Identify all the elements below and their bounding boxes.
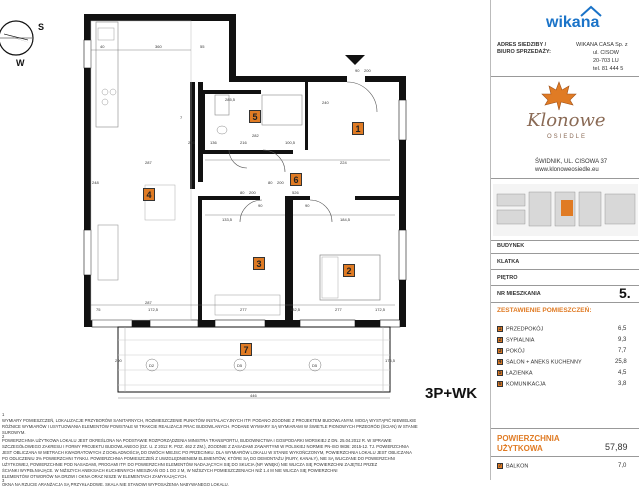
room-number-badge: 7	[498, 463, 502, 469]
dim-label: 248	[92, 180, 99, 185]
dim-label: 133,5	[222, 217, 233, 222]
room-badge-7: 7	[240, 343, 252, 356]
info-panel	[490, 0, 639, 480]
dim-label: 75	[96, 307, 101, 312]
dim-label: 216	[240, 140, 247, 145]
dim-label: 90	[258, 203, 263, 208]
room-area: 9,3	[618, 337, 627, 343]
field-label-apartment-number: NR MIESZKANIA	[497, 291, 541, 297]
compass-west-letter: W	[16, 58, 25, 68]
estate-subtitle: OSIEDLE	[547, 134, 588, 140]
dim-label: 184,5	[340, 217, 351, 222]
door-label: 90	[355, 68, 360, 73]
dim-label: 446	[250, 393, 257, 398]
field-value-apartment-number: 5.	[619, 285, 631, 301]
address-line: WIKANA CASA Sp. z	[576, 42, 628, 48]
room-row	[497, 370, 533, 376]
window-label: D5	[312, 363, 318, 368]
door-label: 200	[364, 68, 371, 73]
room-name: KOMUNIKACJA	[506, 381, 546, 388]
window-label: D5	[237, 363, 243, 368]
usable-area-label: UŻYTKOWA	[497, 444, 543, 453]
door-label: 80	[240, 190, 245, 195]
door-label: 200	[249, 190, 256, 195]
divider	[491, 76, 639, 77]
room-number-badge: 4	[498, 359, 502, 365]
divider	[491, 269, 639, 270]
room-number-badge: 5	[498, 370, 502, 376]
divider	[491, 178, 639, 179]
room-badge-4: 4	[143, 188, 155, 201]
note-line: WYMIARY POMIESZCZEŃ, LOKALIZACJE PRZYBORÓW SANITARNYCH, ROZMIESZCZENIE PUNKTÓW INSTALACYJNYCH ITP. PODANO ZGODNIE Z PROJEKTEM BUDOWLANYM. MOGĄ WYSTĄPIĆ NIEWIELKIE	[2, 418, 417, 423]
rooms-title: ZESTAWIENIE POMIESZCZEŃ:	[497, 307, 592, 314]
room-name: PRZEDPOKÓJ	[506, 326, 544, 333]
dim-label: 90	[305, 203, 310, 208]
dim-label: 172,5	[148, 307, 159, 312]
room-number-badge: 1	[498, 326, 502, 332]
door-label: 200	[277, 180, 284, 185]
dim-label: 136	[210, 140, 217, 145]
dim-label: 200	[115, 358, 122, 363]
divider	[491, 302, 639, 303]
room-name: POKÓJ	[506, 348, 525, 355]
apartment-type-label: 3P+WK	[425, 385, 478, 402]
maple-leaf-icon	[539, 80, 579, 112]
divider	[491, 428, 639, 429]
dim-label: 7	[180, 115, 183, 120]
room-row	[497, 326, 543, 332]
field-label-floor: PIĘTRO	[497, 275, 518, 281]
note-line: OKNA NA RZUCIE ARANŻACJA SĄ PRZYKŁADOWE. SKALA NIE STANOWI WYPOSAŻENIA NABYWANEGO LOKALU.	[2, 482, 229, 487]
dim-label: 182,5	[290, 307, 301, 312]
note-line: ŚCIANKI WYPEŁNIAJĄCE. W NIŻSZYCH ANEKSACH KUCHENNYCH MIESZKAŃ OD 1 DO 2 M, W NIŻSZYCH POMIESZCZENIACH NIŻ 1.4 M NIE WLICZA SIĘ POWIERZCHNI	[2, 468, 338, 473]
estate-name: Klonowe	[527, 110, 606, 131]
note-line: JEST OBLICZANA W METRACH KWADRATOWYCH Z DOKŁADNOŚCIĄ DO DWÓCH MIEJSC PO PRZECINKU. DLA WYMIARÓW LOKALU W STANIE WYKOŃCZONYM, POWIERZCHNIA LOKALU JEST OBLICZANA	[2, 450, 412, 455]
estate-url: www.klonoweosiedle.eu	[535, 167, 599, 173]
room-area: 25,8	[615, 359, 627, 365]
dim-label: 277	[240, 307, 247, 312]
dim-label: 40	[100, 44, 105, 49]
window-label: D2	[149, 363, 155, 368]
dim-label: 176,5	[385, 358, 396, 363]
address-line: ul. CISOW	[593, 50, 619, 56]
site-plan-thumbnail	[493, 184, 638, 236]
dim-label: 526	[292, 190, 299, 195]
room-badge-3: 3	[253, 257, 265, 270]
field-label-stairwell: KLATKA	[497, 259, 520, 265]
usable-area-value: 57,89	[605, 442, 628, 452]
note-line: SUROWYM.	[2, 430, 26, 435]
room-name: SALON + ANEKS KUCHENNY	[506, 359, 582, 366]
dim-label: 285,5	[225, 97, 236, 102]
field-label-building: BUDYNEK	[497, 243, 525, 249]
dim-label: 224	[340, 160, 347, 165]
divider	[491, 253, 639, 254]
note-line: PO ODLICZENIU 3% POWIERZCHNI TYNKU. POWIERZCHNIA POMIESZCZEŃ Z UWZGLĘDNIENIEM ELEMENTÓW, KTÓRE SĄ DO DEMONTAŻU (RURY, KANAŁY), NIE SĄ WLICZANE DO POWIERZCHNI	[2, 456, 395, 461]
address-label: ADRES SIEDZIBY /	[497, 42, 547, 48]
balcony-area: 7,0	[618, 463, 627, 469]
usable-area-label: POWIERZCHNIA	[497, 434, 560, 443]
dim-label: 287	[145, 300, 152, 305]
dim-label: 55	[200, 44, 205, 49]
dim-label: 282	[252, 133, 259, 138]
dim-label: 172,5	[375, 307, 386, 312]
brand-name: wikana	[546, 14, 600, 31]
room-number-badge: 6	[498, 381, 502, 387]
room-name: SYPIALNIA	[506, 337, 535, 344]
note-line: 2	[2, 434, 5, 439]
dim-label: 203	[188, 140, 195, 145]
note-line: UŻYTKOWEJ, POWIERZCHNIE POD NASADAMI, PROGAMI ITP. DO POWIERZCHNI ELEMENTÓW NADAJĄCYCH SIĘ DO SKUCIA (NP. WNĘKI) NIE WLICZA SIĘ POWIERZCHNI ZAJĘTEJ PRZEZ	[2, 462, 378, 467]
dim-label: 277	[335, 307, 342, 312]
dim-label: 100,5	[285, 140, 296, 145]
compass-south-letter: S	[38, 22, 45, 32]
note-line: 3	[2, 478, 5, 483]
room-row	[497, 348, 525, 354]
room-badge-2: 2	[343, 264, 355, 277]
room-area: 4,5	[618, 370, 627, 376]
note-line: 1	[2, 412, 5, 417]
room-row	[497, 381, 546, 387]
dim-label: 240	[322, 100, 329, 105]
address-line: tel. 81 444 5	[593, 66, 624, 72]
address-label: BIURO SPRZEDAŻY:	[497, 49, 551, 55]
room-badge-1: 1	[352, 122, 364, 135]
room-badge-6: 6	[290, 173, 302, 186]
note-line: ELEMENTÓW OTWORÓW NA DRZWI I OKNA ORAZ NISZE W ELEMENTACH ZAMYKAJĄCYCH.	[2, 474, 188, 479]
room-row	[497, 337, 534, 343]
room-row	[497, 359, 582, 365]
divider	[491, 456, 639, 457]
dim-label: 360	[155, 44, 162, 49]
note-line: SZCZEGÓŁOWEGO ZAKRESU I FORMY PROJEKTU BUDOWLANEGO (DZ. U. Z 2012 R. POZ. 462 Z ZM.), ZGODNIE Z ZASADAMI ZAWARTYMI W POLSKIEJ NORMIE PN-ISO 9836: 2015-12. TJ. POWIERZCHNIA	[2, 444, 409, 449]
divider	[491, 240, 639, 241]
room-badge-5: 5	[249, 110, 261, 123]
estate-address: ŚWIDNIK, UL. CISOWA 37	[535, 159, 608, 165]
note-line: RÓŻNICE WYMIARÓW I USYTUOWANIA ELEMENTÓW POWSTAŁE W TRAKCIE REALIZACJI PRAC BUDOWLANYCH. PODANE WYMIARY SĄ WYMIARAMI W ŚWIETLE PIONOWYCH PRZEGRÓD (ŚCIAN) W STANIE	[2, 424, 418, 429]
room-area: 6,5	[618, 326, 627, 332]
room-number-badge: 3	[498, 348, 502, 354]
divider	[491, 285, 639, 286]
door-label: 80	[268, 180, 273, 185]
room-name: ŁAZIENKA	[506, 370, 533, 377]
dim-label: 287	[145, 160, 152, 165]
room-name: BALKON	[506, 463, 529, 470]
balcony-row	[497, 463, 528, 469]
room-area: 7,7	[618, 348, 627, 354]
room-area: 3,8	[618, 381, 627, 387]
note-line: POWIERZCHNIA UŻYTKOWA LOKALU JEST OKREŚLONA NA PODSTAWIE ROZPORZĄDZENIA MINISTRA TRANSPORTU, BUDOWNICTWA I GOSPODARKI MORSKIEJ Z DN. 25.04.2012 R. W SPRAWIE	[2, 438, 392, 443]
room-number-badge: 2	[498, 337, 502, 343]
address-line: 20-703 LU	[593, 58, 619, 64]
